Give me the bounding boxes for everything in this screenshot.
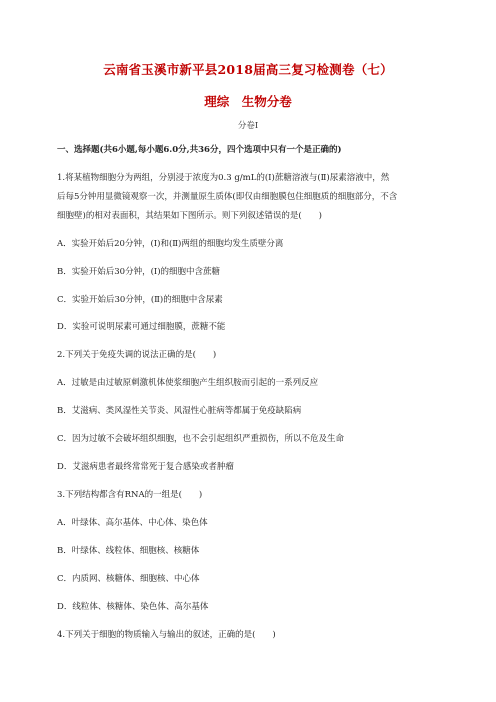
question-1-option-b: B．实验开始后30分钟，(Ⅰ)的细胞中含蔗糖 bbox=[57, 267, 221, 277]
document-title: 云南省玉溪市新平县2018届高三复习检测卷（七） bbox=[103, 62, 393, 77]
document-subtitle: 理综 生物分卷 bbox=[204, 94, 292, 109]
question-1-stem-line-2: 后每5分钟用显微镜观察一次，并测量原生质体(即仅由细胞膜包住细胞质的细胞部分，不含 bbox=[57, 192, 398, 202]
section-label: 分卷I bbox=[237, 121, 259, 131]
question-2-option-d: D．艾滋病患者最终常常死于复合感染或者肿瘤 bbox=[57, 462, 234, 472]
question-1-option-d: D．实验可说明尿素可通过细胞膜，蔗糖不能 bbox=[57, 322, 226, 332]
question-2-option-c: C．因为过敏不会破坏组织细胞，也不会引起组织严重损伤，所以不危及生命 bbox=[57, 434, 345, 444]
question-3-option-b: B．叶绿体、线粒体、细胞核、核糖体 bbox=[57, 546, 200, 556]
question-3-stem: 3.下列结构都含有RNA的一组是( ) bbox=[57, 490, 203, 500]
question-2-option-b: B．艾滋病、类风湿性关节炎、风湿性心脏病等都属于免疫缺陷病 bbox=[57, 406, 302, 416]
question-1-option-c: C．实验开始后30分钟，(Ⅱ)的细胞中含尿素 bbox=[57, 295, 223, 305]
question-2-option-a: A．过敏是由过敏原刺激机体使浆细胞产生组织胺而引起的一系列反应 bbox=[57, 378, 319, 388]
question-4-stem: 4.下列关于细胞的物质输入与输出的叙述，正确的是( ) bbox=[57, 630, 276, 640]
question-3-option-d: D．线粒体、核糖体、染色体、高尔基体 bbox=[57, 602, 209, 612]
part-heading: 一、选择题(共6小题,每小题6.0分,共36分，四个选项中只有一个是正确的) bbox=[57, 145, 342, 155]
question-3-option-c: C．内质网、核糖体、细胞核、中心体 bbox=[57, 574, 200, 584]
question-2-stem: 2.下列关于免疫失调的说法正确的是( ) bbox=[57, 350, 217, 360]
question-1-stem-line-1: 1.将某植物细胞分为两组，分别浸于浓度为0.3 g/mL的(Ⅰ)蔗糖溶液与(Ⅱ)尿素溶液中，然 bbox=[57, 173, 390, 183]
question-3-option-a: A．叶绿体、高尔基体、中心体、染色体 bbox=[57, 518, 208, 528]
question-1-option-a: A．实验开始后20分钟，(Ⅰ)和(Ⅱ)两组的细胞均发生质壁分离 bbox=[57, 239, 284, 249]
question-1-stem-line-3: 细胞壁)的相对表面积，其结果如下图所示。则下列叙述错误的是( ) bbox=[57, 211, 322, 221]
